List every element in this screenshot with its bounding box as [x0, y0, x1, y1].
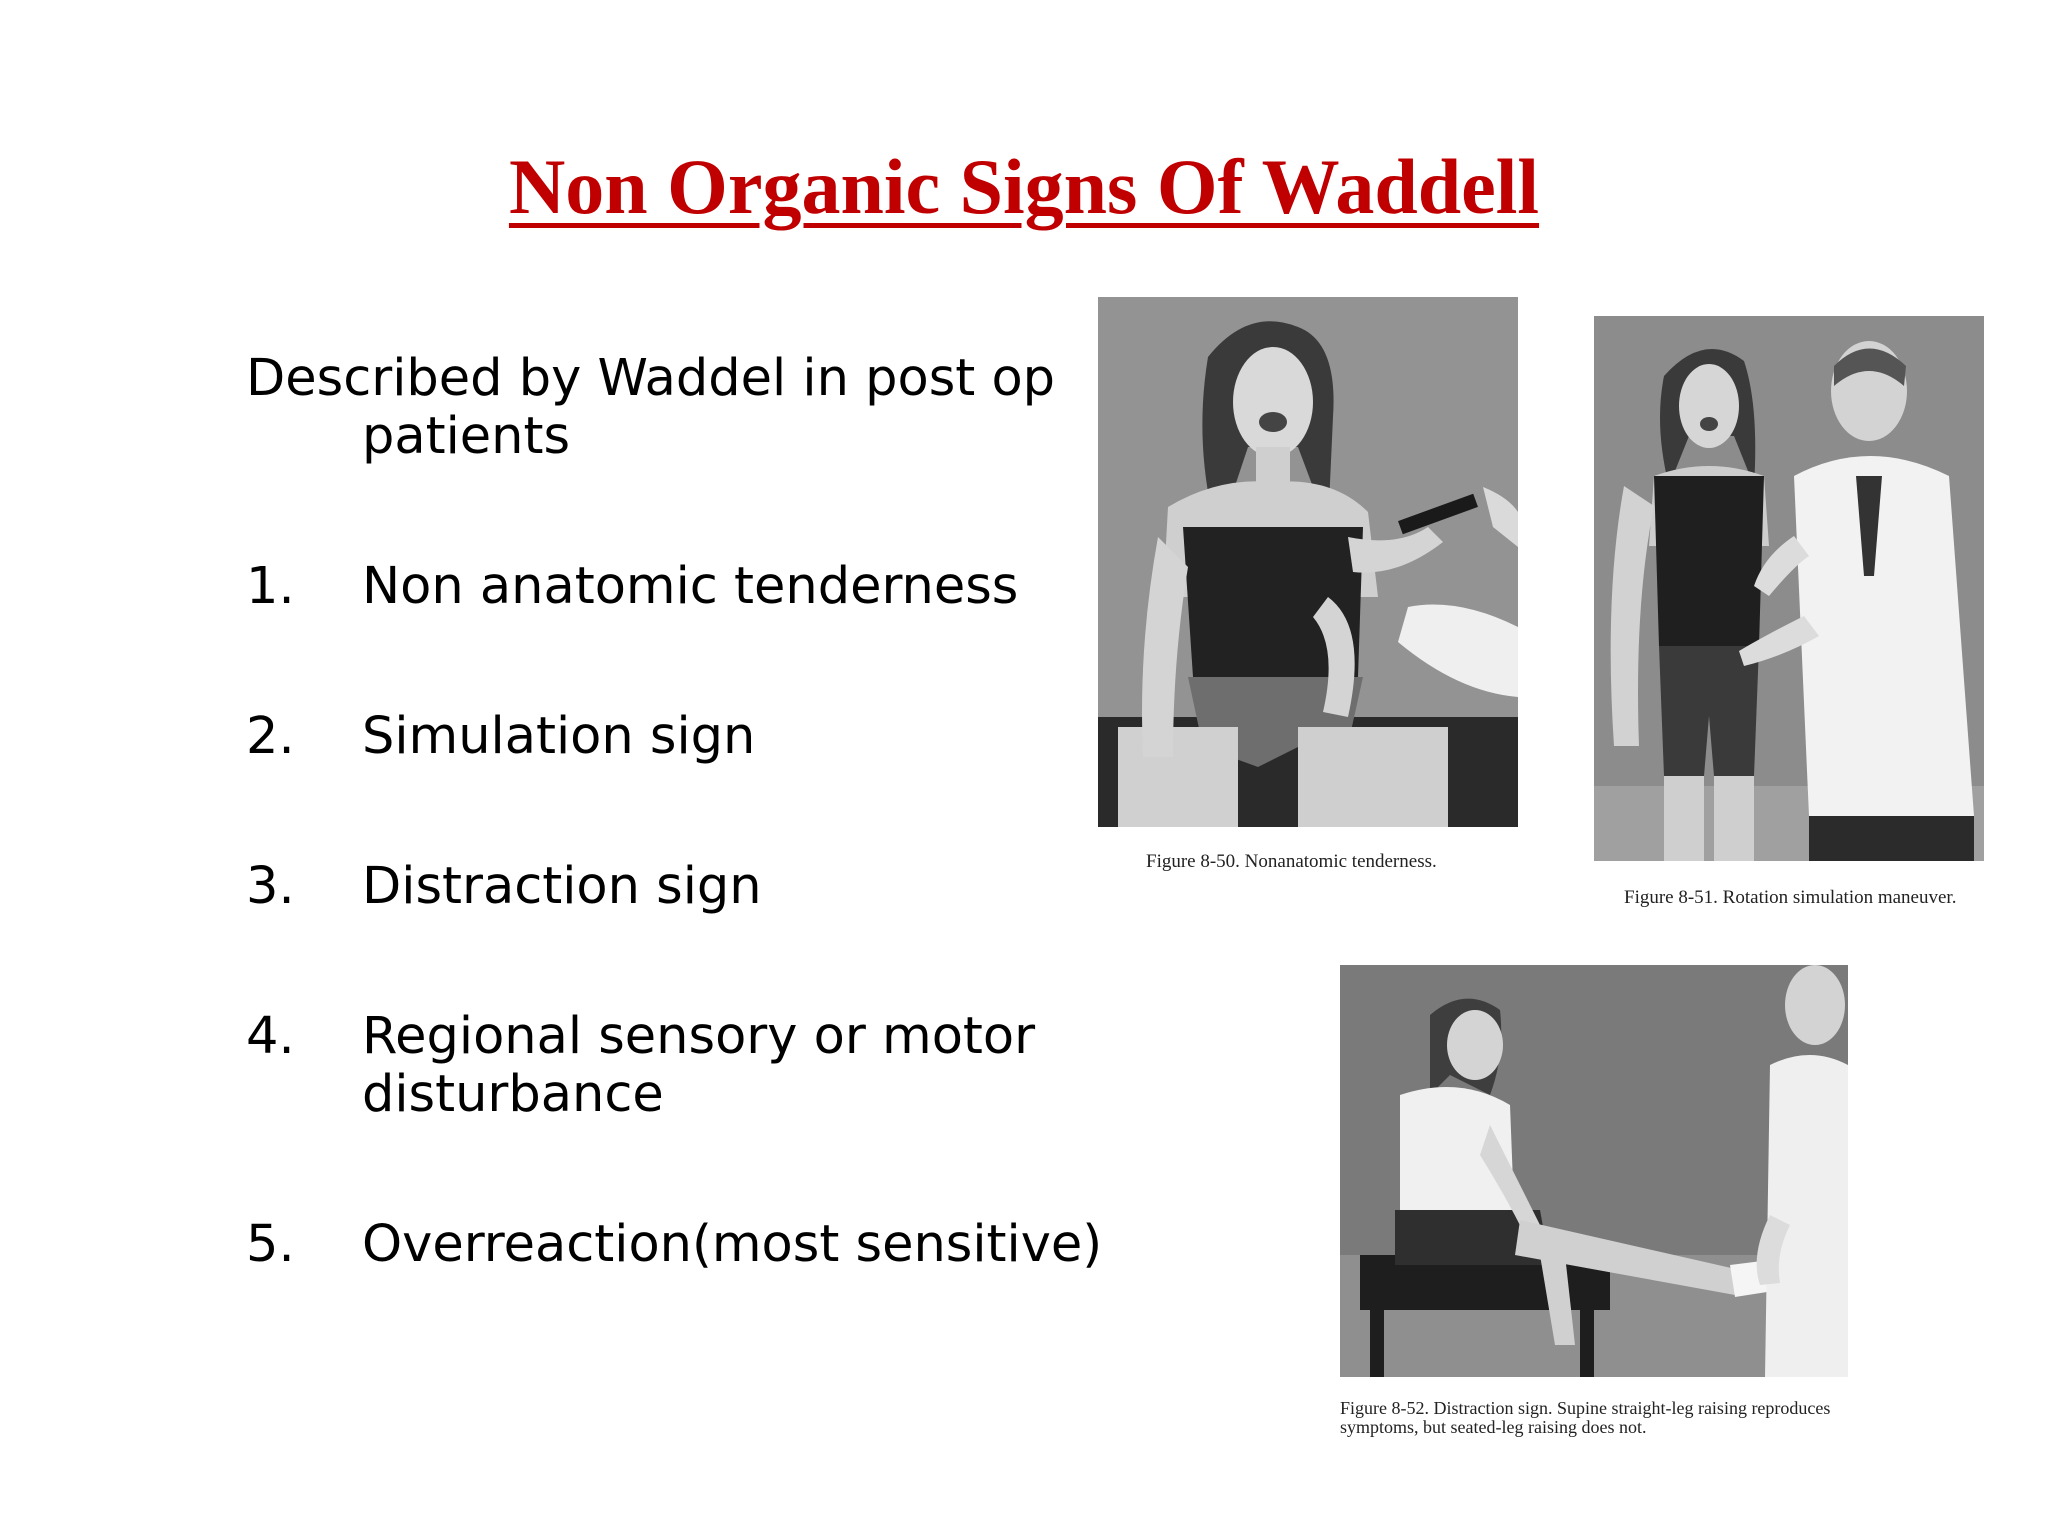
- list-item-number: 1.: [246, 557, 295, 616]
- photo-nonanatomic-tenderness: [1098, 297, 1518, 827]
- photo-rotation-simulation: [1594, 316, 1984, 861]
- list-item: [246, 1008, 1106, 1124]
- list-item-label: Overreaction(most sensitive): [362, 1215, 1103, 1274]
- figure-rotation-simulation: [1594, 316, 1984, 908]
- list-item: [246, 858, 1106, 916]
- figure-nonanatomic-tenderness: [1098, 297, 1518, 872]
- list-item-number: 2.: [246, 707, 295, 766]
- sign-list: [246, 350, 1106, 1274]
- figure-caption: Figure 8-51. Rotation simulation maneuver.: [1624, 887, 1957, 908]
- list-item-label: Simulation sign: [362, 707, 756, 766]
- list-item-number: 5.: [246, 1215, 295, 1274]
- figure-distraction-sign: [1340, 965, 1848, 1437]
- figure-caption: Figure 8-50. Nonanatomic tenderness.: [1146, 851, 1437, 872]
- list-item-number: 4.: [246, 1007, 295, 1066]
- slide-title: Non Organic Signs Of Waddell: [508, 143, 1540, 230]
- figure-caption: Figure 8-52. Distraction sign. Supine straight-leg raising reproduces symptoms, but seated-leg raising does not.: [1340, 1398, 1831, 1437]
- list-item-number: 3.: [246, 857, 295, 916]
- list-item-label: Distraction sign: [362, 857, 762, 916]
- photo-distraction-sign: [1340, 965, 1848, 1377]
- list-item-label: Regional sensory or motor disturbance: [362, 1007, 1036, 1124]
- list-item: [246, 558, 1106, 616]
- intro-text: Described by Waddel in post op patients: [246, 349, 1056, 466]
- list-item: [246, 1216, 1106, 1274]
- list-item-label: Non anatomic tenderness: [362, 557, 1019, 616]
- list-item: [246, 708, 1106, 766]
